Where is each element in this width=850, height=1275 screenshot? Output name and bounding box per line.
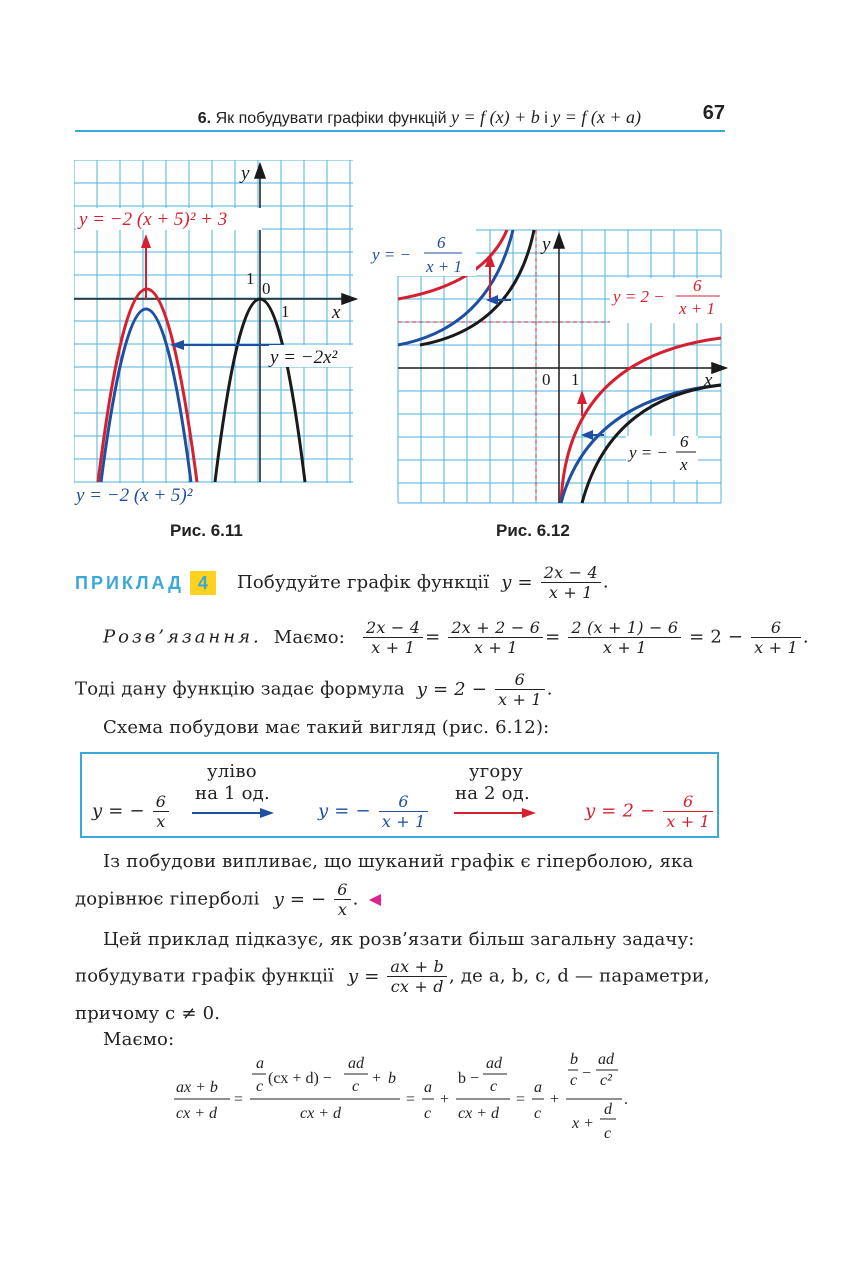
scheme-step2-label: угору bbox=[469, 761, 523, 782]
scheme-step1-label: уліво bbox=[207, 761, 257, 782]
origin-label: 0 bbox=[262, 279, 271, 298]
scheme-f2: y = − $\frac{6}{x + 1}$ bbox=[318, 792, 430, 831]
svg-text:c: c bbox=[534, 1105, 542, 1122]
red-parabola bbox=[98, 289, 197, 482]
formula-2: y = f (x + a) bbox=[552, 107, 641, 127]
svg-text:cx + d: cx + d bbox=[458, 1105, 499, 1122]
section-title: Як побудувати графіки функцій bbox=[215, 110, 447, 127]
svg-text:x + 1: x + 1 bbox=[426, 257, 463, 276]
svg-text:(cx + d) −: (cx + d) − bbox=[268, 1070, 332, 1087]
svg-text:d: d bbox=[604, 1101, 612, 1118]
paragraph-formula: Тоді дану функцію задає формула y = 2 − $\frac{6}{x + 1}$ . bbox=[75, 670, 553, 709]
svg-text:=: = bbox=[516, 1091, 526, 1108]
formula-1: y = f (x) + b bbox=[451, 107, 540, 127]
svg-text:ad: ad bbox=[598, 1052, 614, 1068]
svg-text:c: c bbox=[604, 1125, 612, 1142]
conjunction: і bbox=[544, 110, 548, 127]
svg-text:c: c bbox=[490, 1078, 498, 1095]
conclusion-line-1: Із побудови випливає, що шуканий графік є гіперболою, яка bbox=[103, 851, 694, 872]
one-x-label: 1 bbox=[281, 302, 290, 321]
label-red: y = −2 (x + 5)² + 3 bbox=[79, 209, 228, 230]
y-axis-label: y bbox=[542, 234, 551, 255]
svg-text:b: b bbox=[570, 1052, 578, 1068]
svg-text:cx + d: cx + d bbox=[300, 1105, 341, 1122]
example-number: 4 bbox=[190, 571, 216, 595]
svg-text:y = −: y = − bbox=[372, 245, 411, 264]
x-axis-label: x bbox=[704, 370, 713, 391]
section-number: 6. bbox=[197, 110, 212, 127]
svg-text:ad: ad bbox=[348, 1055, 364, 1072]
svg-text:=: = bbox=[406, 1091, 416, 1108]
solution-line: Розв’язання. Маємо: $\frac{2x - 4}{x + 1}$ = $\frac{2x + 2 - 6}{x + 1}$ = $\frac{2 (x + 1) - 6}{x + 1}$ = 2 − $\frac{6}{x + 1}$ . bbox=[103, 618, 809, 657]
svg-text:c: c bbox=[424, 1105, 432, 1122]
scheme-step1-amount: на 1 од. bbox=[195, 783, 270, 804]
svg-text:c: c bbox=[256, 1078, 264, 1095]
svg-text:y = −: y = − bbox=[629, 443, 668, 462]
curves bbox=[98, 289, 305, 482]
svg-text:y = 2 −: y = 2 − bbox=[613, 287, 665, 306]
task-fraction: $\frac{2x - 4}{x + 1}$ bbox=[541, 563, 601, 602]
svg-text:b −: b − bbox=[458, 1070, 480, 1087]
page-header bbox=[75, 100, 725, 132]
svg-text:+: + bbox=[372, 1070, 382, 1087]
svg-text:ad: ad bbox=[486, 1055, 502, 1072]
svg-text:6: 6 bbox=[693, 276, 702, 295]
figure-6-11 bbox=[74, 160, 364, 510]
svg-text:cx + d: cx + d bbox=[176, 1105, 217, 1122]
blue-parabola bbox=[101, 309, 191, 482]
svg-text:x + 1: x + 1 bbox=[679, 299, 716, 318]
svg-text:.: . bbox=[624, 1091, 628, 1108]
one-y-label: 1 bbox=[246, 269, 255, 288]
svg-text:c: c bbox=[352, 1078, 360, 1095]
conclusion-line-2: дорівнює гіперболі y = − $\frac{6}{x}$ . bbox=[75, 880, 381, 919]
general-line-2: побудувати графік функції y = $\frac{ax + b}{cx + d}$ , де a, b, c, d — параметри, bbox=[75, 957, 710, 996]
scheme-arrow-left-shift bbox=[190, 806, 276, 820]
x-axis-label: x bbox=[332, 302, 341, 323]
page-number: 67 bbox=[702, 102, 725, 124]
solution-label: Розв’язання. bbox=[103, 626, 262, 648]
svg-text:=: = bbox=[234, 1091, 244, 1108]
fig-6-12-caption: Рис. 6.12 bbox=[496, 521, 570, 540]
svg-text:+: + bbox=[550, 1091, 560, 1108]
svg-text:b: b bbox=[388, 1070, 396, 1087]
svg-text:x: x bbox=[680, 455, 688, 474]
svg-text:c: c bbox=[570, 1072, 578, 1089]
figure-6-12 bbox=[364, 228, 734, 513]
example-label: ПРИКЛАД bbox=[75, 573, 184, 593]
end-of-solution-marker bbox=[369, 894, 381, 906]
fig-6-11-caption: Рис. 6.11 bbox=[170, 521, 243, 540]
svg-text:6: 6 bbox=[437, 233, 446, 252]
svg-text:6: 6 bbox=[680, 432, 689, 451]
svg-text:ax + b: ax + b bbox=[176, 1079, 218, 1096]
svg-text:−: − bbox=[582, 1065, 592, 1082]
example-task: Побудуйте графік функції y = $\frac{2x - 4}{x + 1}$ . bbox=[237, 563, 609, 602]
svg-text:a: a bbox=[534, 1079, 542, 1096]
running-title bbox=[198, 107, 641, 128]
general-line-4: Маємо: bbox=[103, 1029, 175, 1050]
general-line-3: причому c ≠ 0. bbox=[75, 1003, 221, 1024]
scheme-f3: y = 2 − $\frac{6}{x + 1}$ bbox=[585, 792, 715, 831]
y-axis-label: y bbox=[241, 163, 250, 184]
svg-text:x +: x + bbox=[572, 1115, 594, 1132]
example-heading bbox=[75, 571, 216, 595]
svg-text:+: + bbox=[440, 1091, 450, 1108]
svg-text:c²: c² bbox=[600, 1072, 612, 1089]
label-black: y = −2x² bbox=[270, 347, 338, 368]
scheme-f1: y = − $\frac{6}{x}$ bbox=[92, 792, 171, 831]
scheme-step2-amount: на 2 од. bbox=[455, 783, 530, 804]
label-blue: y = −2 (x + 5)² bbox=[76, 485, 193, 506]
one-x-label: 1 bbox=[571, 370, 580, 389]
scheme-arrow-up-shift bbox=[452, 806, 538, 820]
final-formula bbox=[170, 1052, 650, 1156]
general-line-1: Цей приклад підказує, як розв’язати більш загальну задачу: bbox=[103, 929, 695, 950]
svg-text:a: a bbox=[424, 1079, 432, 1096]
scheme-box bbox=[80, 752, 719, 838]
paragraph-scheme-intro: Схема побудови має такий вигляд (рис. 6.12): bbox=[103, 717, 550, 738]
origin-label: 0 bbox=[542, 370, 551, 389]
svg-text:a: a bbox=[256, 1055, 264, 1072]
